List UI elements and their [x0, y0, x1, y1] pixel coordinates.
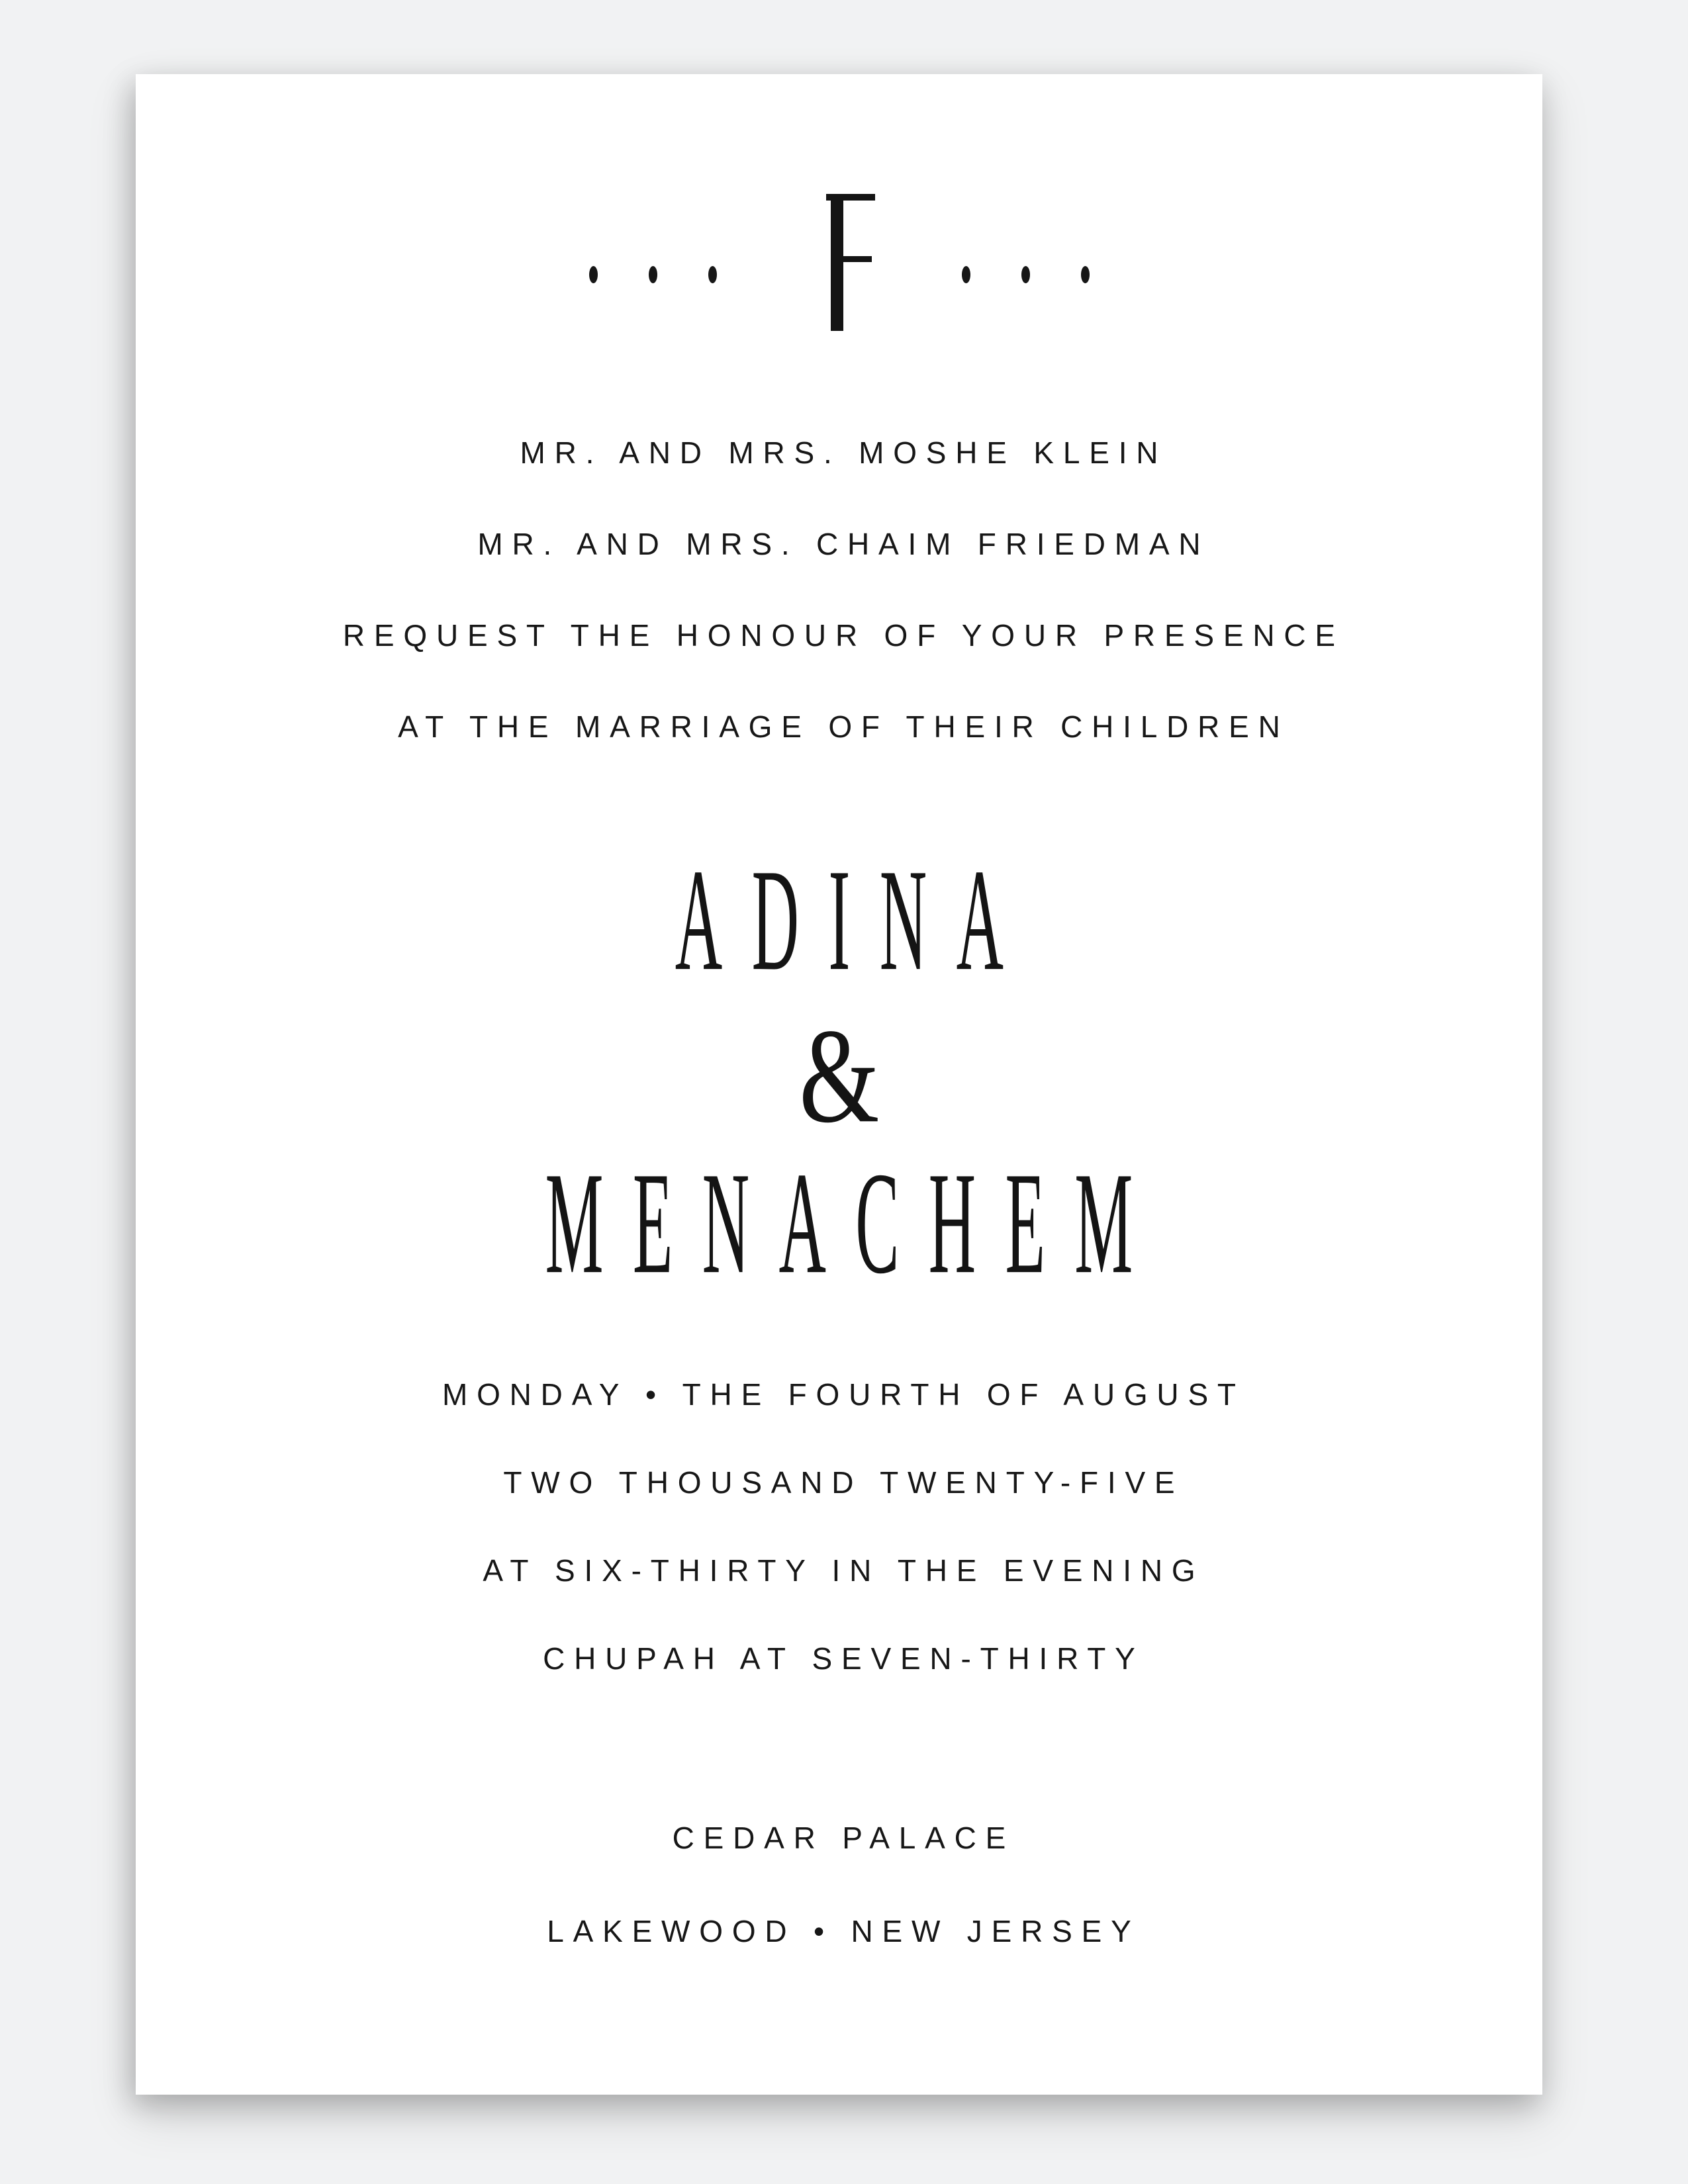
- dot-icon: [1021, 266, 1030, 283]
- invitation-card: [136, 74, 1542, 2095]
- request-line-1-text: REQUEST THE HONOUR OF YOUR PRESENCE: [342, 618, 1344, 653]
- event-year-text: TWO THOUSAND TWENTY-FIVE: [503, 1465, 1184, 1500]
- venue-name-text: CEDAR PALACE: [672, 1821, 1015, 1855]
- bride-name: ADINA: [675, 839, 1033, 1002]
- monogram-f-stem: [831, 194, 843, 331]
- venue-location-text: LAKEWOOD • NEW JERSEY: [547, 1914, 1141, 1948]
- event-date-text: MONDAY • THE FOURTH OF AUGUST: [442, 1377, 1245, 1412]
- dot-icon: [708, 266, 717, 283]
- monogram-f: [831, 194, 875, 331]
- ampersand: &: [798, 1001, 880, 1152]
- groom-name: MENACHEM: [545, 1142, 1162, 1305]
- monogram-dots-left: [589, 266, 717, 283]
- host-line-2-text: MR. AND MRS. CHAIM FRIEDMAN: [477, 527, 1210, 561]
- monogram-dots-right: [962, 266, 1090, 283]
- dot-icon: [649, 266, 657, 283]
- event-time-text: AT SIX-THIRTY IN THE EVENING: [483, 1553, 1205, 1588]
- dot-icon: [589, 266, 598, 283]
- dot-icon: [962, 266, 970, 283]
- monogram-f-top-arm: [826, 194, 875, 201]
- monogram-f-mid-arm: [831, 256, 872, 262]
- host-line-1-text: MR. AND MRS. MOSHE KLEIN: [520, 435, 1168, 470]
- dot-icon: [1081, 266, 1090, 283]
- request-line-2-text: AT THE MARRIAGE OF THEIR CHILDREN: [398, 709, 1289, 744]
- chupah-time-text: CHUPAH AT SEVEN-THIRTY: [543, 1641, 1145, 1676]
